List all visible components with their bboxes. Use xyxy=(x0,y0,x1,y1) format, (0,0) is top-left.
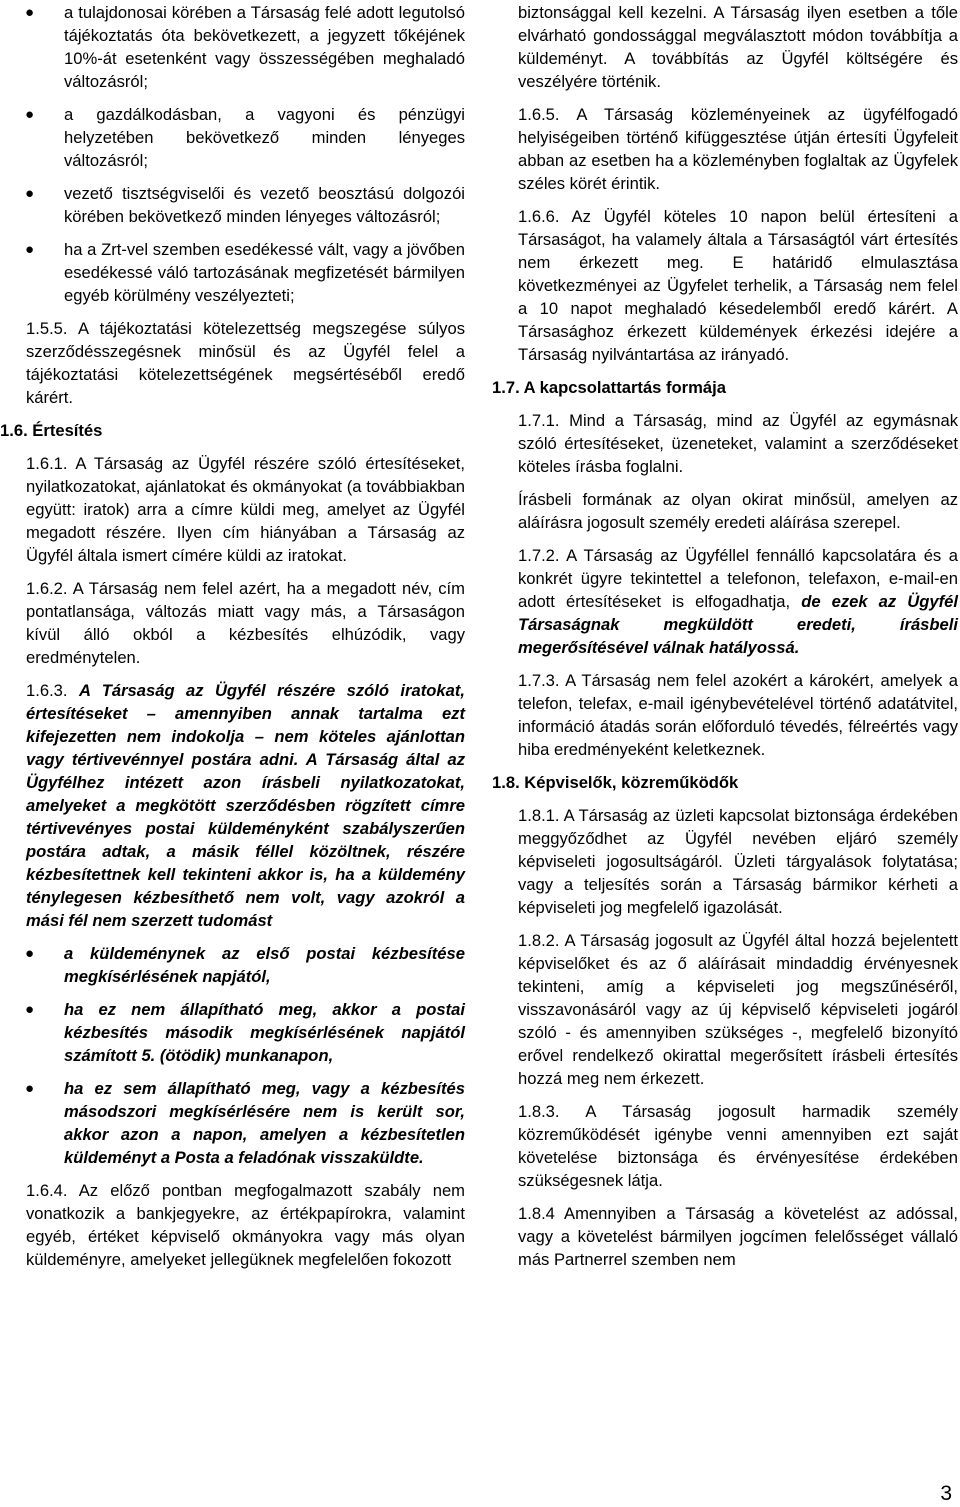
list-item: ● a küldeménynek az első postai kézbesítése megkísérlésének napjától, xyxy=(25,944,465,986)
paragraph-1-8-3: 1.8.3. A Társaság jogosult harmadik személy közreműködését igénybe venni amennyiben ezt saját követelése biztonsága és érvényesítése érdekében szükségesnek látja. xyxy=(518,1102,958,1190)
paragraph-1-6-4: 1.6.4. Az előző pontban megfogalmazott szabály nem vonatkozik a bankjegyekre, az értékpapírokra, valamint egyéb, értéket képviselő okmányokra vagy más olyan küldeményre, amelyeket jellegüknek megfelelően fokozott xyxy=(26,1181,465,1269)
bullet-icon: ● xyxy=(25,106,35,123)
list-item: ● ha ez sem állapítható meg, vagy a kézbesítés másodszori megkísérlésére nem is került sor, akkor azon a napon, amelyen a kézbesítetlen küldeményt a Posta a feladónak visszaküldte. xyxy=(25,1079,465,1167)
section-heading-1-7: 1.7. A kapcsolattartás formája xyxy=(492,378,726,397)
list-item: ● a gazdálkodásban, a vagyoni és pénzügyi helyzetében bekövetkező minden lényeges változásról; xyxy=(25,105,465,170)
paragraph-1-8-2: 1.8.2. A Társaság jogosult az Ügyfél által hozzá bejelentett képviselőket és az ő aláírásait mindaddig érvényesnek tekinteni, amíg a képviseleti jog megszűnéséről, visszavonásáról vagy az új képviselő képviseleti jogáról szóló - és amennyiben szükséges -, megfelelő bizonyító erővel rendelkező okirattal megerősített írásbeli értesítés hozzá meg nem érkezett. xyxy=(518,931,958,1088)
left-column xyxy=(0,1,465,1281)
paragraph-1-6-1: 1.6.1. A Társaság az Ügyfél részére szóló értesítéseket, nyilatkozatokat, ajánlatokat és okmányokat (a továbbiakban együtt: iratok) arra a címre küldi meg, amelyet az Ügyfél megadott részére. Ilyen cím hiányában a Társaság az Ügyfél általa ismert címére küldi az iratokat. xyxy=(26,454,465,565)
page-number: 3 xyxy=(940,1482,952,1505)
section-heading-1-8: 1.8. Képviselők, közreműködők xyxy=(492,773,739,792)
list-item: ● ha a Zrt-vel szemben esedékessé vált, vagy a jövőben esedékessé váló tartozásának megfizetését bármilyen egyéb körülmény veszélyezteti; xyxy=(25,240,465,305)
paragraph-1-6-5: 1.6.5. A Társaság közleményeinek az ügyfélfogadó helyiségeiben történő kifüggesztése útján értesíti Ügyfeleit abban az esetben ha a közleményben foglaltak az Ügyfelek széles körét érintik. xyxy=(518,105,958,193)
paragraph-1-8-4: 1.8.4 Amennyiben a Társaság a követelést az adóssal, vagy a követelést bármilyen jogcímen felelősséget vállaló más Partnerrel szemben nem xyxy=(518,1204,958,1269)
paragraph-1-7-3: 1.7.3. A Társaság nem felel azokért a károkért, amelyek a telefon, telefax, e-mail igénybevételével történő adatátvitel, információ átadás során előforduló tévedés, félreértés vagy hiba eredményeként keletkeznek. xyxy=(518,671,958,759)
paragraph-1-5-5: 1.5.5. A tájékoztatási kötelezettség megszegése súlyos szerződésszegésnek minősül és az Ügyfél felel a tájékoztatási kötelezettségének megsértéséből eredő kárért. xyxy=(26,319,465,407)
list-item: ● ha ez nem állapítható meg, akkor a postai kézbesítés második megkísérlésének napjától számított 5. (ötödik) munkanapon, xyxy=(25,1000,465,1065)
paragraph-1-6-2: 1.6.2. A Társaság nem felel azért, ha a megadott név, cím pontatlansága, változás miatt vagy más, a Társaságon kívül álló okból a kézbesítés elhúzódik, vagy eredménytelen. xyxy=(26,579,465,667)
paragraph-1-7-2: 1.7.2. A Társaság az Ügyféllel fennálló kapcsolatára és a konkrét ügyre tekintettel a telefonon, telefaxon, e-mail-en adott értesítéseket is elfogadhatja, de ezek az Ügyfél Társaságnak megküldött eredeti, írásbeli megerősítésével válnak hatályossá. xyxy=(518,546,958,657)
bullet-icon: ● xyxy=(25,1001,35,1018)
bullet-icon: ● xyxy=(25,185,35,202)
right-column xyxy=(492,1,958,1281)
paragraph-continuation: biztonsággal kell kezelni. A Társaság ilyen esetben a tőle elvárható gondossággal megválasztott módon továbbítja a küldeményt. A továbbítás az Ügyfél költségére és veszélyére történik. xyxy=(518,3,958,91)
bullet-icon: ● xyxy=(25,1080,35,1097)
paragraph-1-7-1: 1.7.1. Mind a Társaság, mind az Ügyfél az egymásnak szóló értesítéseket, üzeneteket, valamint a szerződéseket köteles írásba foglalni. xyxy=(518,411,958,476)
paragraph-1-6-3: 1.6.3. A Társaság az Ügyfél részére szóló iratokat, értesítéseket – amennyiben annak tartalma ezt kifejezetten nem indokolja – nem köteles ajánlottan vagy tértivevénnyel postára adni. A Társaság által az Ügyfélhez intézett azon írásbeli nyilatkozatokat, amelyeket a megkötött szerződésben rögzített címre tértivevényes postai küldeményként szabályszerűen postára adtak, a másik féllel közöltnek, részére kézbesítettnek kell tekinteni akkor is, ha a küldemény ténylegesen kézbesíthető nem volt, vagy azokról a mási fél nem szerzett tudomást xyxy=(26,681,465,930)
bullet-icon: ● xyxy=(25,4,35,21)
paragraph-1-6-6: 1.6.6. Az Ügyfél köteles 10 napon belül értesíteni a Társaságot, ha valamely általa a Társaságtól várt értesítés nem érkezett meg. E határidő elmulasztása következményei az Ügyfelet terhelik, a Társaság nem felel a 10 napot meghaladó késedelemből eredő kárért. A Társasághoz érkezett küldemények érkezési idejére a Társaság nyilvántartása az irányadó. xyxy=(518,207,958,364)
list-item: ● vezető tisztségviselői és vezető beosztású dolgozói körében bekövetkező minden lényeges változásról; xyxy=(25,184,465,226)
list-item: ● a tulajdonosai körében a Társaság felé adott legutolsó tájékoztatás óta bekövetkezett, a jegyzett tőkéjének 10%-át esetenként vagy összességében meghaladó változásról; xyxy=(25,3,465,91)
paragraph-1-8-1: 1.8.1. A Társaság az üzleti kapcsolat biztonsága érdekében meggyőződhet az Ügyfél nevében eljáró személy képviseleti jogosultságáról. Üzleti tárgyalások folytatása; vagy a teljesítés során a Társaság bármikor kérheti a képviseleti jog megfelelő igazolását. xyxy=(518,806,958,917)
bullet-icon: ● xyxy=(25,241,35,258)
section-heading-1-6: 1.6. Értesítés xyxy=(0,421,103,440)
bullet-icon: ● xyxy=(25,945,35,962)
paragraph-1-7-1-b: Írásbeli formának az olyan okirat minősül, amelyen az aláírásra jogosult személy eredeti aláírása szerepel. xyxy=(518,490,958,532)
